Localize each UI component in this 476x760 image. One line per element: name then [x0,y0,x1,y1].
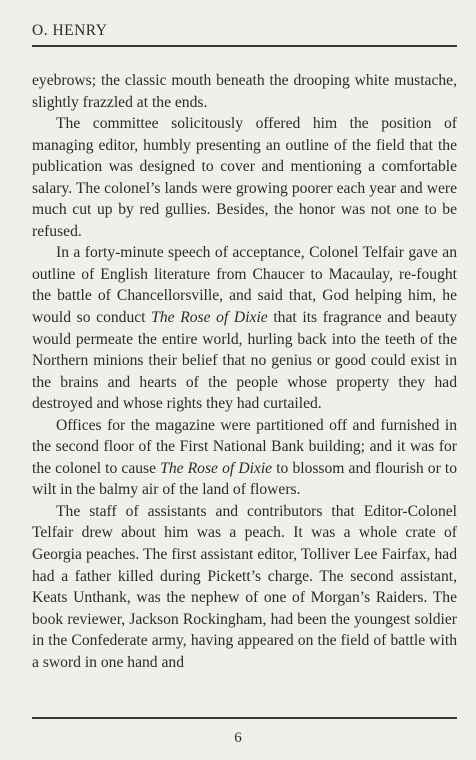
running-head: O. HENRY [32,22,108,39]
paragraph-4-text-before: Offices for the magazine were partitioned off and furnished in the second floor of the First National Bank building; and it was for the colonel to cause [32,416,457,477]
paragraph-3 [32,242,457,414]
paragraph-3-text-before: In a forty-minute speech of acceptance, Colonel Telfair gave an outline of English literature from Chaucer to Macaulay, re-fought the battle of Chancellorsville, and said that, God helping him, he would so conduct [32,244,457,327]
magazine-title: The Rose of Dixie [151,309,268,327]
page-number: 6 [234,730,242,746]
paragraph-3-text-after: that its fragrance and beauty would permeate the entire world, hurling back into the teeth of the Northern minions their belief that no genius or good could exist in the brains and hearts of the people whose property they had destroyed and whose rights they had curtailed. [32,309,457,413]
body-text [32,70,457,673]
paragraph-5: The staff of assistants and contributors that Editor-Colonel Telfair drew about him was a peach. It was a whole crate of Georgia peaches. The first assistant editor, Tolliver Lee Fairfax, had had a father killed during Pickett’s charge. The second assistant, Keats Unthank, was the nephew of one of Morgan’s Raiders. The book reviewer, Jackson Rockingham, had been the youngest soldier in the Confederate army, having appeared on the field of battle with a sword in one hand and [32,502,457,671]
paragraph-4 [32,415,457,501]
header-rule [32,45,457,47]
footer-rule [32,717,457,719]
magazine-title: The Rose of Dixie [160,459,273,477]
paragraph-2: The committee solicitously offered him the position of managing editor, humbly presenting an outline of the field that the publication was designed to cover and mentioning a comfortable salary. The colonel’s lands were growing poorer each year and were much cut up by red gullies. Besides, the honor was not one to be refused. [32,115,457,240]
paragraph-4-text-after: to blossom and flourish or to wilt in the balmy air of the land of flowers. [32,459,458,499]
paragraph-1: eyebrows; the classic mouth beneath the drooping white mustache, slightly frazzled at the ends. [32,72,457,111]
